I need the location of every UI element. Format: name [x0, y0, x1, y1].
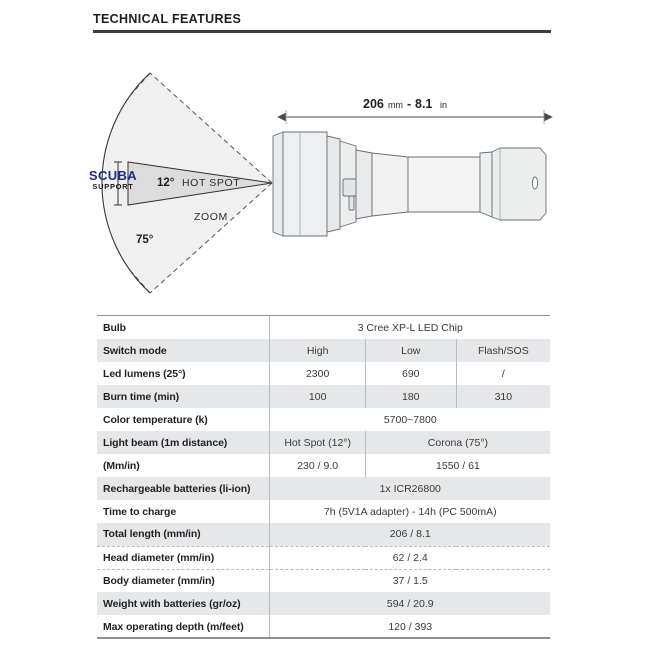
row-label: Color temperature (k): [97, 408, 270, 431]
row-value: 1550 / 61: [365, 454, 550, 477]
row-label: Total length (mm/in): [97, 523, 270, 546]
title-underline-rule: [93, 30, 551, 33]
row-label: (Mm/in): [97, 454, 270, 477]
row-value: 100: [270, 385, 365, 408]
table-row: [97, 592, 550, 615]
hotspot-text-label: HOT SPOT: [182, 177, 241, 189]
row-value: 230 / 9.0: [270, 454, 365, 477]
beam-and-product-diagram: [0, 40, 650, 310]
row-value: 120 / 393: [270, 615, 550, 638]
row-value: 1x ICR26800: [270, 477, 550, 500]
zoom-text-label: ZOOM: [194, 211, 228, 223]
dimension-separator: -: [407, 97, 412, 111]
table-row: [97, 385, 550, 408]
row-value: Corona (75°): [365, 431, 550, 454]
table-row: [97, 362, 550, 385]
row-label: Rechargeable batteries (li-ion): [97, 477, 270, 500]
page-title: TECHNICAL FEATURES: [93, 12, 242, 26]
row-value: 3 Cree XP-L LED Chip: [270, 316, 550, 339]
row-value: 7h (5V1A adapter) - 14h (PC 500mA): [270, 500, 550, 523]
dimension-mm-unit: mm: [388, 100, 403, 110]
watermark-brand-support: SUPPORT: [92, 182, 134, 191]
row-value: 180: [365, 385, 456, 408]
table-row: [97, 500, 550, 523]
row-value: 62 / 2.4: [270, 546, 550, 569]
dimension-in-value: 8.1: [415, 97, 433, 111]
table-row: [97, 339, 550, 362]
row-value: Hot Spot (12°): [270, 431, 365, 454]
table-row: [97, 569, 550, 592]
table-row: [97, 477, 550, 500]
watermark-brand-scuba: SCUBA: [88, 168, 138, 183]
row-value: High: [270, 339, 365, 362]
row-value: Low: [365, 339, 456, 362]
row-value: 690: [365, 362, 456, 385]
row-label: Bulb: [97, 316, 270, 339]
row-label: Max operating depth (m/feet): [97, 615, 270, 638]
row-value: 5700~7800: [270, 408, 550, 431]
table-row: [97, 316, 550, 339]
technical-features-table: [97, 316, 550, 638]
row-label: Led lumens (25°): [97, 362, 270, 385]
row-value: 594 / 20.9: [270, 592, 550, 615]
corona-angle-label: 75°: [136, 234, 154, 246]
row-value: /: [456, 362, 550, 385]
page-header: [93, 12, 551, 33]
dive-torch-illustration: [273, 132, 546, 236]
table-row: [97, 454, 550, 477]
row-label: Weight with batteries (gr/oz): [97, 592, 270, 615]
table-body: [97, 316, 550, 638]
row-label: Light beam (1m distance): [97, 431, 270, 454]
overall-length-dimension-text: [363, 97, 447, 111]
table-row: [97, 523, 550, 546]
table-row: [97, 408, 550, 431]
dimension-in-unit: in: [440, 100, 448, 110]
row-label: Head diameter (mm/in): [97, 546, 270, 569]
row-value: 206 / 8.1: [270, 523, 550, 546]
row-value: 2300: [270, 362, 365, 385]
row-label: Time to charge: [97, 500, 270, 523]
row-value: Flash/SOS: [456, 339, 550, 362]
row-value: 37 / 1.5: [270, 569, 550, 592]
table-row: [97, 546, 550, 569]
table-bottom-rule: [97, 637, 550, 639]
dimension-mm-value: 206: [363, 97, 384, 111]
table-row: [97, 615, 550, 638]
hotspot-angle-label: 12°: [157, 177, 175, 189]
table-row: [97, 431, 550, 454]
row-value: 310: [456, 385, 550, 408]
row-label: Body diameter (mm/in): [97, 569, 270, 592]
row-label: Switch mode: [97, 339, 270, 362]
row-label: Burn time (min): [97, 385, 270, 408]
overall-length-dimension: [286, 110, 544, 124]
